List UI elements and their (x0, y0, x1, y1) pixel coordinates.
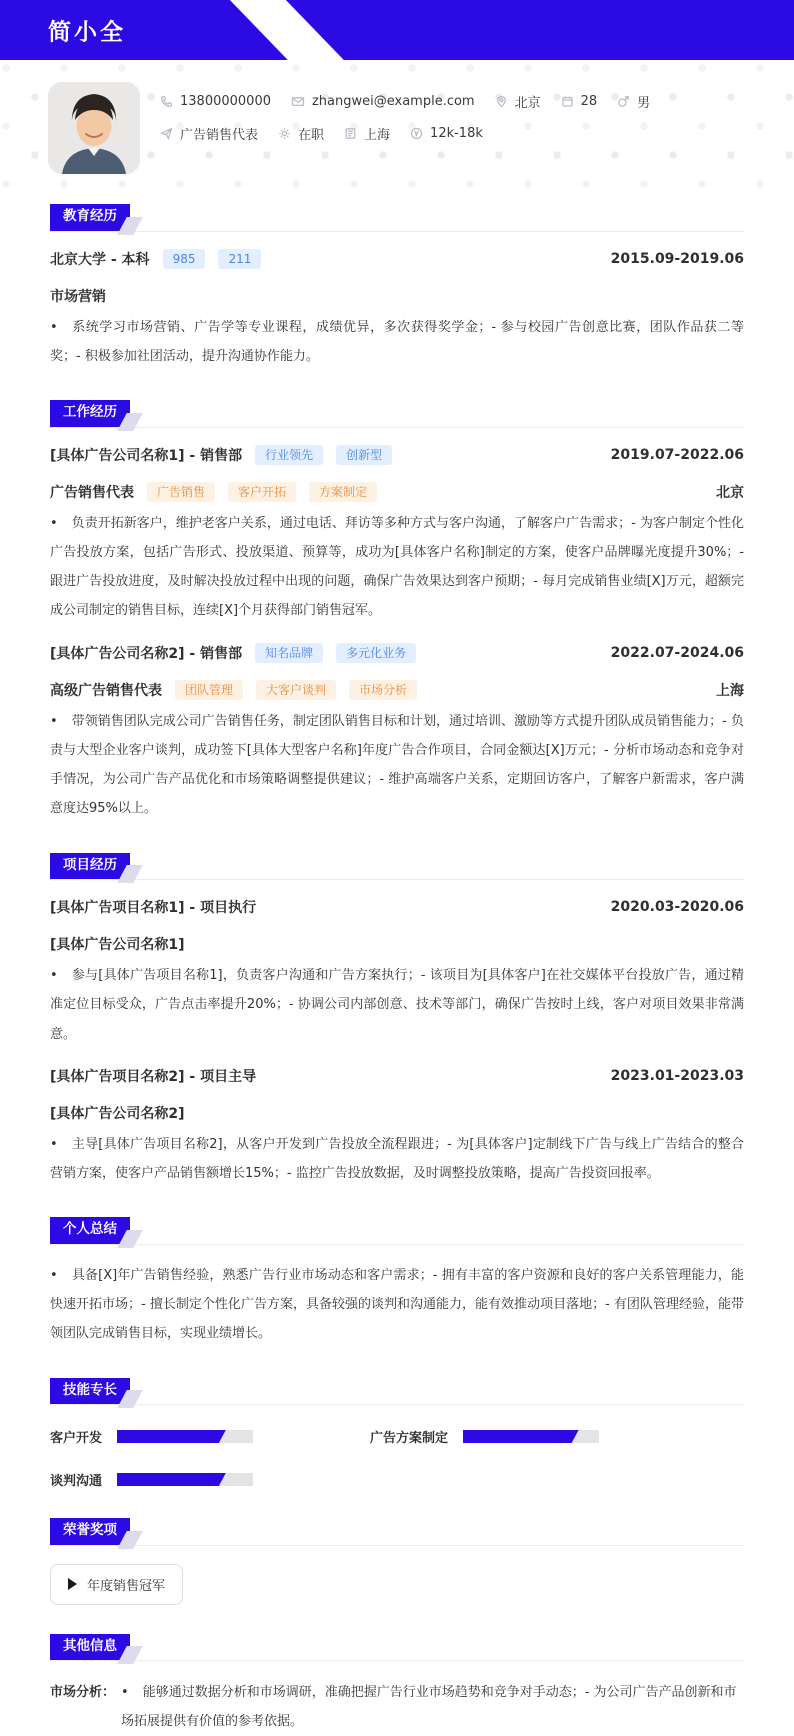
app-header (0, 0, 794, 60)
project-name: [具体广告项目名称1] - 项目执行 (50, 897, 256, 917)
project-name-row (50, 897, 744, 917)
section-projects-header (50, 853, 744, 881)
skill-bar (117, 1430, 253, 1443)
project-company: [具体广告公司名称2] (50, 1103, 185, 1123)
section-summary-header (50, 1217, 744, 1245)
school-name: 北京大学 - 本科 (50, 249, 150, 269)
work-entry-company-left (50, 643, 416, 663)
section-education (50, 204, 744, 371)
honor-chip[interactable] (50, 1564, 183, 1605)
work-city: 北京 (716, 482, 744, 502)
gender-value: 男 (637, 92, 650, 111)
work-entry-2 (50, 643, 744, 824)
section-honors-header (50, 1518, 744, 1546)
education-entry-header (50, 249, 744, 269)
work-description: • 负责开拓新客户，维护老客户关系，通过电话、拜访等多种方式与客户沟通，了解客户广告需求；- 为客户制定个性化广告投放方案，包括广告形式、投放渠道、预算等，成功为[具体客户名称]制定的方案，使客户品牌曝光度提升30%；- 跟进广告投放进度，及时解决投放过程中出现的问题，确保广告效果达到客户预期；- 每月完成销售业绩[X]万元，超额完成公司制定的销售目标，连续[X]个月获得部门销售冠军。 (50, 509, 744, 626)
work-description: • 带领销售团队完成公司广告销售任务，制定团队销售目标和计划，通过培训、激励等方式提升团队成员销售能力；- 负责与大型企业客户谈判，成功签下[具体大型客户名称]年度广告合作项目，合同金额达[X]万元；- 分析市场动态和竞争对手情况，为公司广告产品优化和市场策略调整提供建议；- 维护高端客户关系，定期回访客户，了解客户新需求，客户满意度达95%以上。 (50, 707, 744, 824)
contact-status (278, 124, 324, 143)
section-skills (50, 1378, 744, 1490)
role-name: 广告销售代表 (50, 482, 134, 502)
section-projects (50, 853, 744, 1189)
section-education-header (50, 204, 744, 232)
school-tag-985: 985 (163, 249, 206, 269)
work-entry-role-left (50, 482, 377, 502)
contact-salary (410, 126, 483, 141)
education-description: • 系统学习市场营销、广告学等专业课程，成绩优异，多次获得奖学金；- 参与校园广告创意比赛，团队作品获二等奖；- 积极参加社团活动，提升沟通协作能力。 (50, 313, 744, 372)
gender-icon (617, 95, 630, 108)
role-name: 高级广告销售代表 (50, 680, 162, 700)
role-tag: 方案制定 (309, 482, 377, 502)
contact-row-1 (160, 92, 650, 111)
work-entry-role-row (50, 482, 744, 502)
role-tag: 团队管理 (175, 680, 243, 700)
section-honors (50, 1518, 744, 1605)
company-tag: 行业领先 (255, 445, 323, 465)
project-date: 2020.03-2020.06 (611, 899, 744, 915)
work-entry-company-left (50, 445, 392, 465)
project-entry-1 (50, 897, 744, 1049)
skill-bar-fill (463, 1430, 579, 1443)
project-company-row (50, 934, 744, 954)
contact-info (160, 92, 650, 143)
position-value: 广告销售代表 (180, 124, 258, 143)
age-icon (561, 95, 574, 108)
section-summary-title: 个人总结 (50, 1217, 130, 1244)
project-date: 2023.01-2023.03 (611, 1068, 744, 1084)
email-value: zhangwei@example.com (312, 94, 475, 109)
section-projects-title: 项目经历 (50, 853, 130, 880)
education-major-row (50, 286, 744, 306)
resume-body (0, 190, 794, 1736)
skill-item (50, 1470, 370, 1489)
brand-logo: 简小全 (48, 14, 126, 47)
play-icon (68, 1578, 77, 1590)
profile-header (0, 60, 794, 190)
section-skills-header (50, 1378, 744, 1406)
mail-icon (291, 95, 305, 108)
city-value: 上海 (364, 124, 390, 143)
skill-bar-fill (117, 1473, 226, 1486)
phone-value: 13800000000 (180, 94, 271, 109)
section-work-header (50, 400, 744, 428)
section-education-title: 教育经历 (50, 204, 130, 231)
skill-bar (117, 1473, 253, 1486)
company-tag: 知名品牌 (255, 643, 323, 663)
work-entry-company-row (50, 445, 744, 465)
skill-bar (463, 1430, 599, 1443)
salary-value: 12k-18k (430, 126, 483, 141)
honor-label: 年度销售冠军 (87, 1575, 165, 1594)
contact-position (160, 124, 258, 143)
header-diagonal-stripe (226, 0, 350, 60)
work-entry-role-row (50, 680, 744, 700)
contact-row-2 (160, 124, 650, 143)
contact-age (561, 94, 598, 109)
contact-location (495, 92, 541, 111)
skill-name: 谈判沟通 (50, 1470, 102, 1489)
project-name-row (50, 1066, 744, 1086)
section-other-header (50, 1634, 744, 1662)
skill-item (370, 1427, 690, 1446)
status-gear-icon (278, 127, 291, 140)
role-tag: 广告销售 (147, 482, 215, 502)
location-value: 北京 (515, 92, 541, 111)
major-name: 市场营销 (50, 286, 106, 306)
project-entry-2 (50, 1066, 744, 1189)
school-tag-211: 211 (218, 249, 261, 269)
skill-name: 广告方案制定 (370, 1427, 448, 1446)
skill-item (50, 1427, 370, 1446)
company-tag: 多元化业务 (336, 643, 416, 663)
city-icon (344, 127, 357, 140)
section-other-title: 其他信息 (50, 1634, 130, 1661)
work-entry-role-left (50, 680, 417, 700)
summary-description: • 具备[X]年广告销售经验，熟悉广告行业市场动态和客户需求；- 拥有丰富的客户资源和良好的客户关系管理能力，能快速开拓市场；- 擅长制定个性化广告方案，具备较强的谈判和沟通能力，能有效推动项目落地；- 有团队管理经验，能带领团队完成销售目标，实现业绩增长。 (50, 1261, 744, 1349)
project-company-row (50, 1103, 744, 1123)
education-date: 2015.09-2019.06 (611, 251, 744, 267)
phone-icon (160, 95, 173, 108)
contact-email (291, 94, 475, 109)
project-description: • 参与[具体广告项目名称1]，负责客户沟通和广告方案执行；- 该项目为[具体客户]在社交媒体平台投放广告，通过精准定位目标受众，广告点击率提升20%；- 协调公司内部创意、技术等部门，确保广告按时上线，客户对项目效果非常满意。 (50, 961, 744, 1049)
project-name: [具体广告项目名称2] - 项目主导 (50, 1066, 256, 1086)
salary-icon (410, 127, 423, 140)
section-work-title: 工作经历 (50, 400, 130, 427)
work-date: 2022.07-2024.06 (611, 645, 744, 661)
work-entry-company-row (50, 643, 744, 663)
project-description: • 主导[具体广告项目名称2]，从客户开发到广告投放全流程跟进；- 为[具体客户]定制线下广告与线上广告结合的整合营销方案，使客户产品销售额增长15%；- 监控广告投放数据，及时调整投放策略，提高广告投资回报率。 (50, 1130, 744, 1189)
role-tag: 客户开拓 (228, 482, 296, 502)
skills-grid (50, 1427, 690, 1489)
work-city: 上海 (716, 680, 744, 700)
section-honors-title: 荣誉奖项 (50, 1518, 130, 1545)
role-tag: 大客户谈判 (256, 680, 336, 700)
skill-name: 客户开发 (50, 1427, 102, 1446)
section-skills-title: 技能专长 (50, 1378, 130, 1405)
status-value: 在职 (298, 124, 324, 143)
age-value: 28 (581, 94, 598, 109)
education-entry-left (50, 249, 261, 269)
location-icon (495, 95, 508, 108)
section-work (50, 400, 744, 824)
company-name: [具体广告公司名称2] - 销售部 (50, 643, 242, 663)
contact-city (344, 124, 390, 143)
section-summary (50, 1217, 744, 1348)
skill-bar-fill (117, 1430, 226, 1443)
job-icon (160, 127, 173, 140)
avatar (48, 82, 140, 174)
avatar-illustration (48, 82, 140, 174)
role-tag: 市场分析 (349, 680, 417, 700)
other-info-label: 市场分析： (50, 1679, 115, 1736)
company-name: [具体广告公司名称1] - 销售部 (50, 445, 242, 465)
section-other (50, 1634, 744, 1736)
other-info-row (50, 1679, 744, 1736)
project-company: [具体广告公司名称1] (50, 934, 185, 954)
contact-gender (617, 92, 650, 111)
other-info-description: • 能够通过数据分析和市场调研，准确把握广告行业市场趋势和竞争对手动态；- 为公司广告产品创新和市场拓展提供有价值的参考依据。 (121, 1679, 744, 1736)
work-entry-1 (50, 445, 744, 626)
contact-phone (160, 94, 271, 109)
work-date: 2019.07-2022.06 (611, 447, 744, 463)
company-tag: 创新型 (336, 445, 392, 465)
